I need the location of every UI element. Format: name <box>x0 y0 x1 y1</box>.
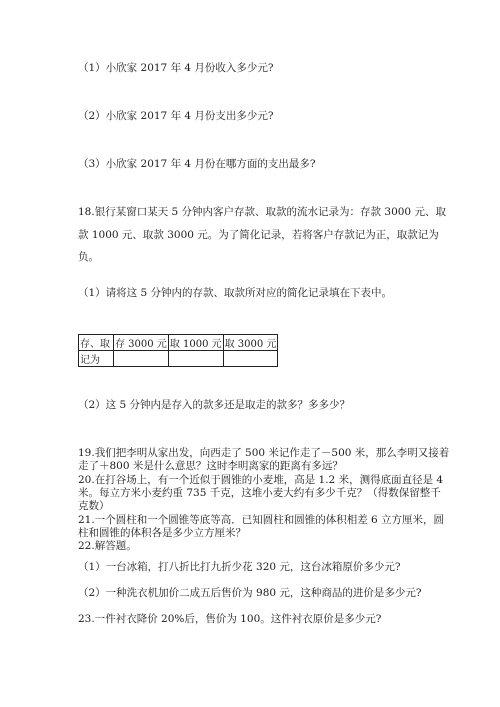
q18-line3: 负。 <box>78 251 99 263</box>
q18-line1: 18.银行某窗口某天 5 分钟内客户存款、取款的流水记录为：存款 3000 元、取 <box>78 206 446 218</box>
q18-line2: 款 1000 元、取款 3000 元。为了简化记录，若将客户存款记为正，取款记为 <box>78 229 439 241</box>
table-answer-cell[interactable] <box>114 351 169 367</box>
table-cell: 取 3000 元 <box>223 335 278 351</box>
table-cell: 存 3000 元 <box>114 335 169 351</box>
table-header-row <box>79 335 278 351</box>
q-prev-sub2: （2）小欣家 2017 年 4 月份支出多少元? <box>78 110 274 122</box>
q20-line2: 米。每立方米小麦约重 735 千克，这堆小麦大约有多少千克？（得数保留整千 <box>78 487 441 499</box>
table-cell: 存、取 <box>79 335 114 351</box>
q18-table <box>78 334 278 367</box>
q23-line1: 23.一件衬衣降价 20%后，售价为 100。这件衬衣原价是多少元? <box>78 613 382 625</box>
q22-sub1: （1）一台冰箱，打八折比打九折少花 320 元，这台冰箱原价多少元? <box>78 561 401 573</box>
q-prev-sub1: （1）小欣家 2017 年 4 月份收入多少元? <box>78 62 274 74</box>
q18-sub2: （2）这 5 分钟内是存入的款多还是取走的款多？多多少？ <box>78 399 351 411</box>
table-answer-cell[interactable] <box>168 351 223 367</box>
q19-line2: 走了＋800 米是什么意思？这时李明离家的距离有多远？ <box>78 460 343 472</box>
q20-line1: 20.在打谷场上，有一个近似于圆锥的小麦堆，高是 1.2 米，测得底面直径是 4 <box>78 474 444 486</box>
q22-title: 22.解答题。 <box>78 540 137 552</box>
q19-line1: 19.我们把李明从家出发，向西走了 500 米记作走了－500 米，那么李明又接着 <box>78 447 450 459</box>
table-cell: 取 1000 元 <box>168 335 223 351</box>
q22-sub2: （2）一种洗衣机加价二成五后售价为 980 元，这种商品的进价是多少元? <box>78 587 422 599</box>
table-row-label: 记为 <box>79 351 114 367</box>
q21-line1: 21.一个圆柱和一个圆锥等底等高．已知圆柱和圆锥的体积相差 6 立方厘米，圆 <box>78 514 445 526</box>
q20-line3: 克数） <box>78 500 110 512</box>
table-row <box>79 351 278 367</box>
q18-sub1: （1）请将这 5 分钟内的存款、取款所对应的简化记录填在下表中。 <box>78 287 393 299</box>
q21-line2: 柱和圆锥的体积各是多少立方厘米？ <box>78 527 246 539</box>
table-answer-cell[interactable] <box>223 351 278 367</box>
q-prev-sub3: （3）小欣家 2017 年 4 月份在哪方面的支出最多? <box>78 158 316 170</box>
